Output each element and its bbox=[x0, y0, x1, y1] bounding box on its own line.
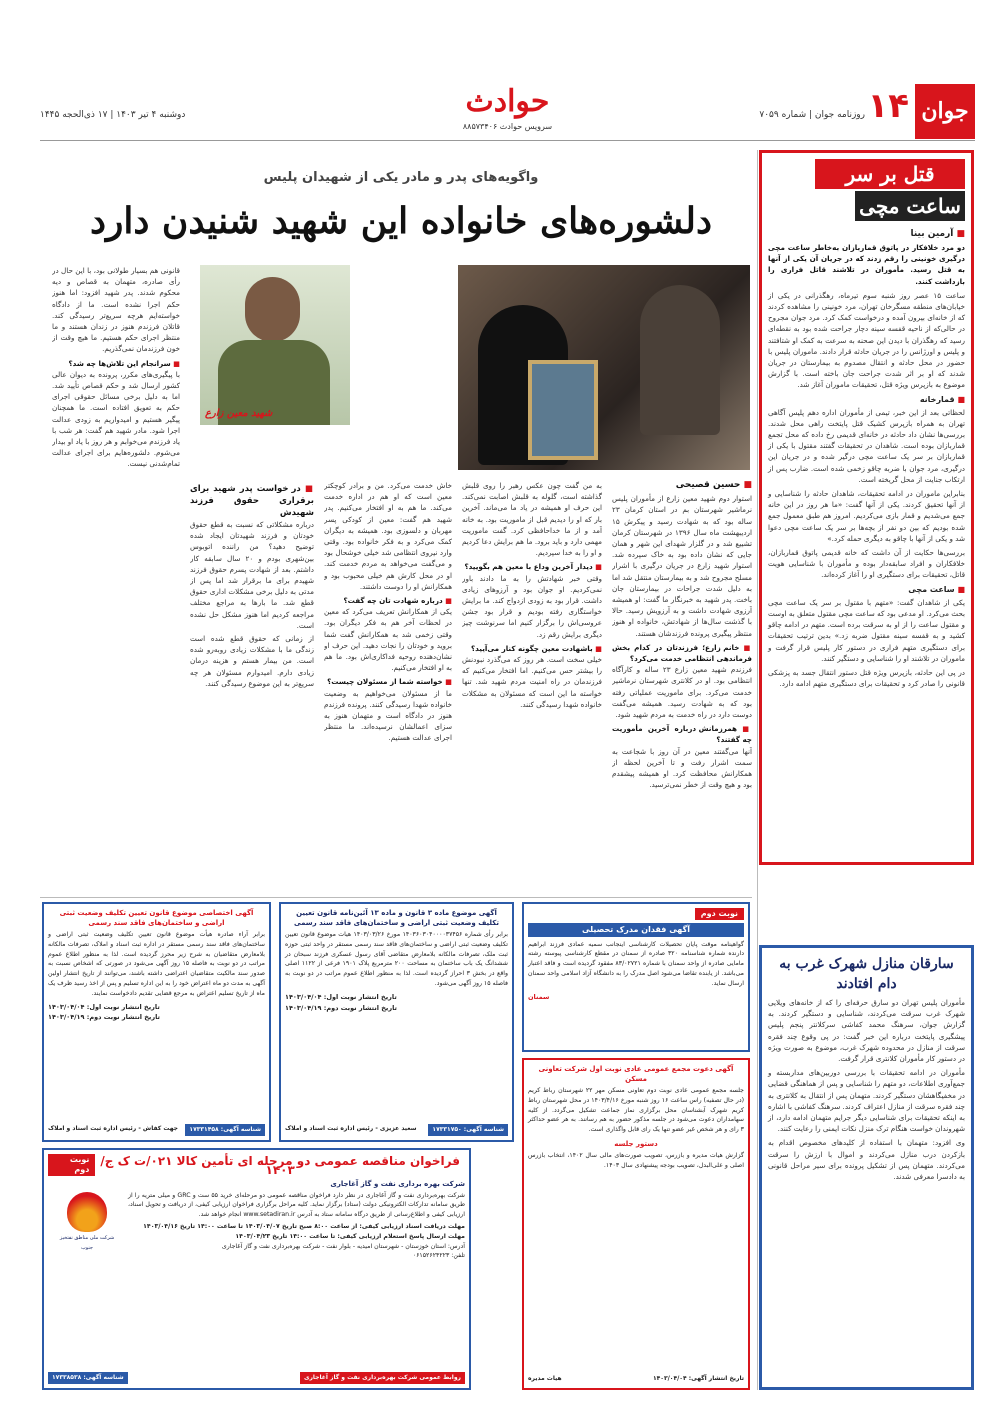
article-column-4 bbox=[190, 480, 314, 895]
ad-signature: سمنان bbox=[528, 992, 550, 1001]
ad-footer bbox=[48, 1372, 465, 1384]
article-paragraph: قانونی هم بسیار طولانی بود، با این حال در رأی صادره، متهمان به قصاص و دیه محکوم شدند. پدر شهید افزود: اما هنوز حکم اجرا نشده است. ما از دادگاه خواسته‌ایم هرچه سریع‌تر رسیدگی کند. قاتلان فرزندم هنوز در زندان هستند و ما منتظر اجرای حکم هستیم. ما هیچ وقت از خون فرزندمان نمی‌گذریم. bbox=[52, 266, 180, 354]
article-paragraph: استوار دوم شهید معین زارع از مأموران پلیس نرماشیر شهرستان بم در استان کرمان ۲۳ ساله بود که به شهادت رسید و پیکرش ۱۵ اردیبهشت ماه سال ۱۳۹۶ در شهرستان کرمان تشییع شد و در گلزار شهدای این شهر و همان جایی که نشان داده بود به خاک سپرده شد. استوار شهید زارع در جریان درگیری با اشرار مسلح مجروح شد و به بیمارستان منتقل شد اما به دلیل شدت جراحات در بیمارستان جان باخت. پدر شهید به خبرنگار ما گفت: او همیشه آرزوی شهادت داشت و به آرزویش رسید. حالا با گذشت سال‌ها از شهادتش، خانواده او هنوز منتظر پیگیری پرونده فرزندشان هستند. bbox=[612, 494, 752, 638]
flame-icon bbox=[67, 1192, 107, 1232]
ad-oil-tender bbox=[42, 1148, 471, 1390]
article-column-1 bbox=[612, 480, 752, 895]
page-header bbox=[40, 84, 975, 139]
crime-story-box bbox=[759, 150, 974, 865]
ad-body: برابر آراء صادره هیأت موضوع قانون تعیین تکلیف وضعیت ثبتی اراضی و ساختمان‌های فاقد سند رسمی مستقر در اداره ثبت اسناد و املاک، تصرفات مالکانه بلامعارض متقاضیان به شرح زیر محرز گردیده است. لذا به منظور اطلاع عموم مراتب در دو نوبت به فاصله ۱۵ روز آگهی می‌شود در صورتی که اشخاص نسبت به صدور سند مالکیت متقاضیان اعتراضی داشته باشند، می‌توانند از تاریخ انتشار اولین آگهی به مدت دو ماه اعتراض خود را به این اداره تسلیم و پس از اخذ رسید ظرف یک ماه از تاریخ تسلیم اعتراض به مرجع قضایی تقدیم دادخواست نمایند. bbox=[48, 931, 265, 997]
story-paragraph: لحظاتی بعد از این خبر، تیمی از مأموران اداره دهم پلیس آگاهی تهران به همراه بازپرس کشیک قتل پایتخت راهی محل شدند. بررسی‌ها نشان داد حادثه در خانه‌ای قدیمی رخ داده که محل تجمع قماربازان بوده است. شاهدان در تحقیقات گفتند مقتول با یکی از قماربازان بر سر یک ساعت مچی درگیر شده و در جریان این درگیری، مرد جوان با ضربه چاقو زخمی شده است. ضارب پس از ارتکاب جنایت از محل گریخته است. bbox=[768, 407, 965, 484]
burglary-paragraph: وی افزود: متهمان با استفاده از کلید‌های مخصوص اقدام به بازکردن درب منازل می‌کردند و اموال با ارزش را سرقت می‌کردند. متهمان پس از تشکیل پرونده برای سیر مراحل قانونی به دادسرا معرفی شدند. bbox=[768, 1138, 965, 1182]
tender-info: آدرس: استان خوزستان - شهرستان امیدیه - بلوار نفت - شرکت بهره‌برداری نفت و گاز آغاجاری bbox=[221, 1242, 465, 1250]
ad-agenda-title: دستور جلسه bbox=[614, 1139, 658, 1148]
story-author: ■ آرمین بینا bbox=[768, 229, 965, 239]
story-lead: دو مرد خلافکار در پاتوق قماربازان به‌خاطر ساعت مچی درگیری خونینی را رقم زدند که در جریان آن یکی از آنها به قتل رسید. مأموران در تلاشند قاتل فراری را بازداشت کنند. bbox=[768, 243, 965, 286]
ad-body: جلسه مجمع عمومی عادی نوبت دوم تعاونی مسکن مهر ۲۲ شهرستان رباط کریم (در حال تصفیه) راس ساعت ۱۶ روز شنبه مورخ ۱۴۰۳/۴/۱۶ در محل شهرستان رباط کریم شهرک آبشناسان محل برگزاری نماز جماعت تشکیل می‌گردد. از کلیه سهامداران دعوت می‌شود در جلسه مذکور حضور به هم رسانند. به هر عضو حداکثر ۳ رای و هر شخص غیر عضو تنها یک رای قابل واگذاری است. bbox=[528, 1087, 744, 1134]
ad-date: تاریخ انتشار نوبت اول: ۱۴۰۳/۰۴/۰۴ bbox=[285, 992, 397, 1001]
ad-date: تاریخ انتشار نوبت اول: ۱۴۰۳/۰۴/۰۴ bbox=[48, 1002, 160, 1011]
article-paragraph: با پیگیری‌های مکرر، پرونده به دیوان عالی کشور ارسال شد و حکم قصاص تأیید شد. اما به دلیل برخی مسائل حقوقی اجرای حکم به تعویق افتاده است. ما همچنان پیگیر هستیم و امیدواریم به زودی عدالت اجرا شود. مادر شهید هم گفت: هر شب با یاد فرزندم می‌خوابم و هر روز با یاد او بیدار می‌شوم. دلشوره‌هایم برای اجرای عدالت تمام‌شدنی نیست. bbox=[52, 369, 180, 469]
interview-question: ■ خواسته شما از مسئولان چیست؟ bbox=[324, 676, 452, 687]
ad-land-registry-2 bbox=[42, 902, 271, 1142]
ad-title: آگهی موضوع ماده ۳ قانون و ماده ۱۳ آئین‌نامه قانون تعیین تکلیف وضعیت ثبتی اراضی و ساختمان‌های فاقد سند رسمی bbox=[294, 909, 499, 927]
ad-signature: هیات مدیره bbox=[528, 1375, 562, 1383]
main-article bbox=[50, 150, 752, 895]
ad-land-registry-1 bbox=[279, 902, 514, 1142]
issue-line: روزنامه جوان | شماره ۷۰۵۹ bbox=[759, 110, 865, 120]
article-paragraph: به من گفت چون عکس رهبر را روی قلبش گذاشته است، گلوله به قلبش اصابت نمی‌کند. این حرف او همیشه در یاد ما می‌ماند. آخرین بار که او را دیدیم قبل از ماموریت بود. به خانه آمد و از ما خداحافظی کرد. گفت ماموریت مهمی دارد و باید برود. ما هم برایش دعا کردیم و او را به خدا سپردیم. bbox=[462, 481, 602, 558]
story-paragraph: ساعت ۱۵ عصر روز شنبه سوم تیرماه، رهگذرانی در یکی از خیابان‌های منطقه مسگرخان تهران، مرد خونینی را مشاهده کردند که از خانه‌ای بیرون آمده و درخواست کمک کرد. مرد جوان مجروح در حالی‌که از ناحیه قفسه سینه دچار جراحت شده بود به نقطه‌ای رسید که رهگذران با دیدن این صحنه به سرعت به کمک او شتافتند و پلیس و اورژانس را در جریان حادثه قرار دادند. ماموران پلیس با حضور در محل حادثه و انتقال مصدوم به بیمارستان در جریان شدند که او بر اثر شدت جراحت جان باخته است. با گزارش موضوع به بازپرس ویژه قتل، تحقیقات ماموران آغاز شد. bbox=[768, 290, 966, 390]
martyr-portrait-frame bbox=[528, 360, 598, 460]
ad-body: گواهینامه موقت پایان تحصیلات کارشناسی اینجانب سمیه عمادی فرزند ابراهیم دارنده شماره شناسنامه ۳۲۰ صادره از سمنان در مقطع کارشناسی پیوسته رشته مامایی صادره از واحد سمنان با شماره ۸۳/۰۲۷۲۱ مفقود گردیده است و فاقد اعتبار می‌باشد. از یابنده تقاضا می‌شود اصل مدرک را به دانشگاه آزاد اسلامی واحد سمنان ارسال نماید. bbox=[528, 940, 744, 987]
story-kicker-2: ساعت مچی bbox=[855, 191, 965, 221]
tender-company: شرکت بهره برداری نفت و گاز آغاجاری bbox=[330, 1179, 465, 1188]
newspaper-logo: جوان bbox=[915, 84, 975, 139]
story-paragraph: یکی از شاهدان گفت: «متهم با مقتول بر سر یک ساعت مچی بحث می‌کرد. او مدعی بود که ساعت مچی مقتول متعلق به اوست و مقتول ساعت را از او به سرقت برده است. متهم در ادامه چاقو کشید و به قفسه سینه مقتول ضربه زد.» بدین ترتیب تحقیقات برای دستگیری متهم فراری در دستور کار پلیس قرار گرفت و ماموران در تلاشند او را شناسایی و دستگیر کنند. bbox=[768, 597, 965, 663]
story-kicker: قتل بر سر bbox=[815, 159, 965, 189]
article-supertitle: واگویه‌های پدر و مادر یکی از شهیدان پلیس bbox=[263, 170, 539, 185]
story-subhead: ■ قمارخانه bbox=[768, 395, 965, 404]
tender-info: مهلت ارسال پاسخ استعلام ارزیابی کیفی: تا ساعت ۱۴:۰۰ تاریخ ۱۴۰۳/۰۴/۲۳ bbox=[235, 1232, 465, 1240]
header-rule bbox=[40, 140, 975, 141]
ads-divider bbox=[40, 897, 752, 898]
tender-header bbox=[48, 1154, 465, 1179]
page-number: ۱۴ bbox=[867, 86, 909, 126]
interview-question: ■ دیدار آخرین وداع با معین هم بگویید؟ bbox=[462, 561, 602, 572]
interview-question: ■ همرزمانش درباره آخرین مأموریت چه گفتند؟ bbox=[612, 723, 752, 745]
ad-date: تاریخ انتشار نوبت دوم: ۱۴۰۳/۰۴/۱۹ bbox=[48, 1013, 160, 1022]
ad-code: شناسه آگهی: ۱۷۳۳۱۴۵۸ bbox=[185, 1124, 265, 1136]
martyr-caption: شهید معین زارع bbox=[205, 408, 273, 419]
article-paragraph: درباره مشکلاتی که نسبت به قطع حقوق خودتان و فرزند شهیدتان ایجاد شده توضیح دهید؟ من راننده اتوبوس بین‌شهری بودم و ۲۰ سال سابقه کار داشتم. بعد از شهادت پسرم حقوق فرزند شهیدم برای ما برقرار شد اما پس از مدتی به دلیل برخی مشکلات اداری حقوق قطع شد. ما بارها به مراجع مختلف مراجعه کردیم اما هنوز مشکل حل نشده است. bbox=[190, 520, 314, 630]
burglary-title: سارقان منازل شهرک غرب به دام افتادند bbox=[779, 956, 954, 992]
article-column-3 bbox=[324, 480, 452, 895]
ad-signature: جهت کفاش - رئیس اداره ثبت اسناد و املاک bbox=[48, 1125, 178, 1133]
story-paragraph: در پی این حادثه، بازپرس ویژه قتل دستور انتقال جسد به پزشکی قانونی را صادر کرد و تحقیقات برای دستگیری متهم ادامه دارد. bbox=[768, 667, 965, 689]
ad-footer bbox=[528, 1374, 744, 1384]
section-title: حوادث bbox=[465, 84, 550, 119]
article-headline: دلشوره‌های خانواده این شهید شنیدن دارد bbox=[89, 200, 713, 242]
column-divider bbox=[757, 150, 758, 1390]
article-paragraph: آنها می‌گفتند معین در آن روز با شجاعت به سمت اشرار رفت و تا آخرین لحظه از همکارانش محافظت کرد. او همیشه پیشقدم بود و هیچ وقت از خطر نمی‌ترسید. bbox=[612, 746, 752, 790]
ad-footer bbox=[285, 1124, 508, 1136]
article-paragraph: از زمانی که حقوق قطع شده است زندگی ما با مشکلات زیادی روبه‌رو شده است. من بیمار هستم و هزینه درمان زیادی دارم. امیدوارم مسئولان هر چه سریع‌تر به این موضوع رسیدگی کنند. bbox=[190, 634, 314, 688]
ad-title: آگهی دعوت مجمع عمومی عادی نوبت اول شرکت تعاونی مسکن bbox=[538, 1065, 734, 1083]
section-service: سرویس حوادث ۸۸۵۷۳۴۰۶ bbox=[462, 122, 553, 131]
article-paragraph: خاش خدمت می‌کرد. من و برادر کوچکتر معین است که او هم در اداره خدمت می‌کند. ما هم به او افتخار می‌کنیم. پدر شهید هم گفت: معین از کودکی پسر مهربان و دلسوزی بود. همیشه به دیگران کمک می‌کرد و به فکر خانواده بود. وقتی وارد نیروی انتظامی شد خیلی خوشحال بود و می‌گفت می‌خواهد به مردم خدمت کند. او در محل کارش هم خیلی محبوب بود و همکارانش او را دوست داشتند. bbox=[324, 481, 452, 591]
ad-tag: نوبت دوم bbox=[48, 1154, 95, 1176]
article-paragraph: یکی از همکارانش تعریف می‌کرد که معین در لحظات آخر هم به فکر دیگران بود. وقتی زخمی شد به همکارانش گفت شما بروید و خودتان را نجات دهید. این حرف او نشان‌دهنده روحیه فداکاری‌اش بود. ما هم به او افتخار می‌کنیم. bbox=[324, 607, 452, 673]
oil-company-logo bbox=[58, 1192, 116, 1262]
ad-agenda: گزارش هیات مدیره و بازرس، تصویب صورت‌های مالی سال ۱۴۰۲، انتخاب بازرس اصلی و علی‌البدل، تصویب بودجه پیشنهادی سال ۱۴۰۳. bbox=[528, 1151, 744, 1169]
interview-question: ■ سرانجام این تلاش‌ها چه شد؟ bbox=[52, 358, 180, 369]
burglary-story-box bbox=[759, 945, 974, 1390]
burglary-paragraph: مأموران پلیس تهران دو سارق حرفه‌ای را که از خانه‌های ویلایی شهرک غرب سرقت می‌کردند، شناسایی و دستگیر کردند. به گزارش جوان، سرهنگ محمد کفاشی سرکلانتر پنجم پلیس پیشگیری پایتخت درباره این خبر گفت: در پی وقوع چند فقره سرقت از منازل در محدوده شهرک غرب، موضوع به صورت ویژه در دستور کار مأموران کلانتری قرار گرفت. bbox=[768, 998, 965, 1064]
ad-date: تاریخ انتشار آگهی: ۱۴۰۳/۰۴/۰۴ bbox=[652, 1375, 744, 1383]
article-paragraph: ما از مسئولان می‌خواهیم به وضعیت خانواده شهدا رسیدگی کنند. پرونده فرزندم هنوز در دادگاه است و متهمان هنوز به سزای اعمالشان نرسیده‌اند. ما منتظر اجرای عدالت هستیم. bbox=[324, 688, 452, 743]
story-paragraph: بررسی‌ها حکایت از آن داشت که خانه قدیمی پاتوق قماربازان، خلافکاران و افراد سابقه‌دار بوده و مأموران با شناسایی هویت قاتل، تحقیقات برای دستگیری او را آغاز کرده‌اند. bbox=[768, 548, 965, 580]
article-paragraph: فرزندم شهید معین زارع ۲۳ ساله و کارآگاه انتظامی بود. او در کلانتری شهرستان نرماشیر خدمت می‌کرد. برای ماموریت عملیاتی رفته بود که به شهادت رسید. همیشه می‌گفت دوست دارد در راه خدمت به مردم شهید شود. bbox=[612, 665, 752, 720]
martyr-photo bbox=[200, 265, 350, 425]
ad-code: شناسه آگهی: ۱۷۳۳۸۵۳۸ bbox=[48, 1372, 128, 1384]
tender-info: تلفن: ۰۶۱۵۲۶۲۴۲۲۳ bbox=[412, 1252, 465, 1260]
ad-body: شرکت بهره‌برداری نفت و گاز آغاجاری در نظر دارد فراخوان مناقصه عمومی دو مرحله‌ای خرید ۵۵ ست و GRC و میلی متریه را از طریق سامانه تدارکات الکترونیکی دولت (ستاد) برگزار نماید. کلیه مراحل برگزاری فراخوان ارزیابی کیفی، از دریافت و تحویل اسناد، ارزیابی کیفی و اطلاع‌رسانی از طریق درگاه سامانه ستاد به آدرس www.setadiran.ir انجام خواهد شد. bbox=[128, 1191, 465, 1219]
martyr-head bbox=[245, 277, 300, 342]
ad-code: شناسه آگهی: ۱۷۳۳۱۷۵۰ bbox=[428, 1124, 508, 1136]
interview-question: ■ باشهادت معین چگونه کنار می‌آیید؟ bbox=[462, 643, 602, 654]
story-subhead: ■ ساعت مچی bbox=[768, 585, 965, 594]
tender-headline: فراخوان مناقصه عمومی دو مرحله ای تأمین کالا ۰۲۱/ت ک ج/۱۴۰۳ bbox=[100, 1153, 460, 1178]
ad-title: آگهی اختصاصی موضوع قانون تعیین تکلیف وضعیت ثبتی اراضی و ساختمان‌های فاقد سند رسمی bbox=[59, 909, 254, 927]
ad-footer-text: روابط عمومی شرکت بهره‌برداری نفت و گاز آغاجاری bbox=[300, 1372, 465, 1384]
date-line: دوشنبه ۴ تیر ۱۴۰۳ | ۱۷ ذی‌الحجه ۱۴۴۵ bbox=[40, 110, 186, 120]
tender-info: مهلت دریافت اسناد ارزیابی کیفی: از ساعت ۸:۰۰ صبح تاریخ ۱۴۰۳/۰۴/۰۷ تا ساعت ۱۴:۰۰ تاریخ ۱۴۰۳/۰۴/۱۶ bbox=[143, 1222, 465, 1230]
father-figure bbox=[640, 285, 720, 435]
article-column-5 bbox=[52, 265, 180, 895]
interview-question: ■ درباره شهادت تان چه گفت؟ bbox=[324, 595, 452, 606]
article-paragraph: وقتی خبر شهادتش را به ما دادند باور نمی‌کردیم. او جوان بود و آرزوهای زیادی داشت. قرار بود به زودی ازدواج کند. ما برایش خواستگاری رفته بودیم و قرار بود جشن عروسی‌اش را برگزار کنیم اما سرنوشت چیز دیگری برایش رقم زد. bbox=[462, 573, 602, 639]
interview-question: ■ در خواست پدر شهید برای برقراری حقوق فرزند شهیدش bbox=[190, 483, 314, 519]
ad-signature: سعید عزیزی - رئیس اداره ثبت اسناد و املاک bbox=[285, 1125, 417, 1133]
interview-question: ■ خانم زارع؛ فرزندتان در کدام بخش فرماندهی انتظامی خدمت می‌کرد؟ bbox=[612, 642, 752, 664]
ad-lost-certificate bbox=[522, 902, 750, 1052]
logo-caption: شرکت ملی مناطق نفتخیز جنوب bbox=[59, 1235, 115, 1251]
ad-title: آگهی فقدان مدرک تحصیلی bbox=[528, 923, 744, 937]
ad-footer bbox=[48, 1124, 265, 1136]
ad-tag: نوبت دوم bbox=[695, 908, 744, 920]
burglary-paragraph: مأموران در ادامه تحقیقات با بررسی دوربین‌های مداربسته و جمع‌آوری اطلاعات، دو متهم را شناسایی و پس از هماهنگی قضایی در مخفیگاهشان دستگیر کردند. متهمان پس از انتقال به کلانتری به چند فقره سرقت از منازل اعتراف کردند. سرهنگ کفاشی با اشاره به اینکه تحقیقات برای شناسایی دیگر جرایم متهمان ادامه دارد، از شهروندان خواست هنگام ترک منزل نکات ایمنی را رعایت کنند. bbox=[768, 1068, 965, 1134]
article-byline: ■ حسین قصیحی bbox=[612, 480, 752, 491]
story-paragraph: بنابراین ماموران در ادامه تحقیقات، شاهدان حادثه را شناسایی و از آنها تحقیق کردند. یکی از آنها گفت: «ما هر روز در این خانه جمع می‌شدیم و قمار بازی می‌کردیم. امروز هم طبق معمول جمع شده بودیم که بین دو نفر از بچه‌ها بر سر یک ساعت مچی دعوا شد و یکی از آنها با چاقو به دیگری حمله کرد.» bbox=[768, 489, 965, 543]
ad-body: برابر رأی شماره ۱۴۰۳۶۰۳۰۴۰۰۰۰۳۷۴۵۶ مورخ ۱۴۰۳/۰۳/۲۶ هیات موضوع قانون تعیین تکلیف وضعیت ثبتی اراضی و ساختمان‌های فاقد سند رسمی مستقر در واحد ثبتی حوزه ثبت ملک، تصرفات مالکانه بلامعارض متقاضی آقای رسول عسکری فرزند سبحان در ششدانگ یک باب ساختمان به مساحت ۲۰۰ مترمربع پلاک ۱۹۰۱ فرعی از ۱۱۲۲ اصلی واقع در بخش ۳ احراز گردیده است. لذا به منظور اطلاع عموم مراتب در دو نوبت به فاصله ۱۵ روز آگهی می‌شود. bbox=[285, 931, 508, 987]
ad-date: تاریخ انتشار نوبت دوم: ۱۴۰۳/۰۴/۱۹ bbox=[285, 1003, 397, 1012]
ad-cooperative-meeting bbox=[522, 1058, 750, 1390]
right-column bbox=[759, 150, 974, 1390]
parents-photo bbox=[458, 265, 750, 470]
article-paragraph: خیلی سخت است. هر روز که می‌گذرد نبودنش را بیشتر حس می‌کنیم. اما افتخار می‌کنیم که فرزندمان در راه امنیت مردم شهید شد. تنها خواسته ما این است که مسئولان به مشکلات خانواده شهدا رسیدگی کنند. bbox=[462, 655, 602, 709]
article-column-2 bbox=[462, 480, 602, 895]
